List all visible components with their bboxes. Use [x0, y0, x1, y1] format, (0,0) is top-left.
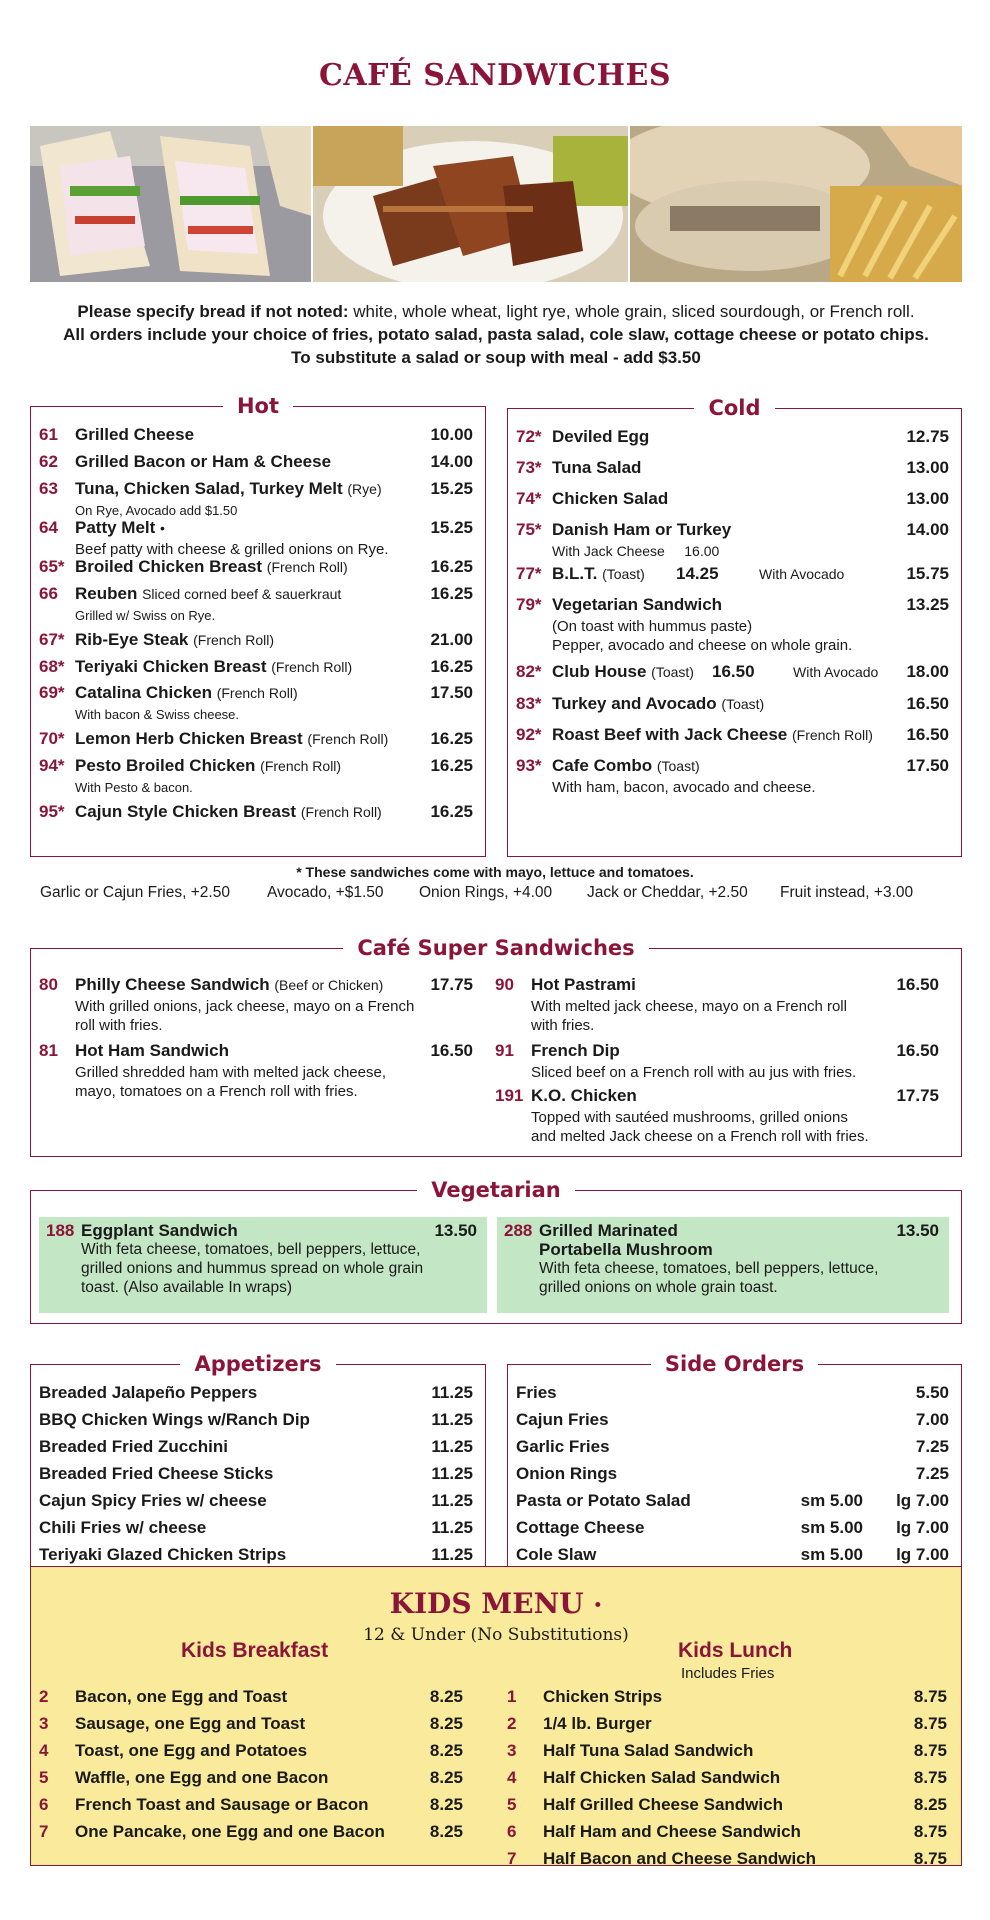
item-price: 15.25 — [430, 518, 473, 537]
item-name: French Dip — [531, 1041, 620, 1060]
item-name: Pasta or Potato Salad — [516, 1491, 691, 1510]
item-number: 1 — [507, 1687, 517, 1706]
item-description-line: grilled onions and hummus spread on whole grain — [81, 1260, 424, 1277]
mayo-note: * These sandwiches come with mayo, lettuce and tomatoes. — [296, 864, 694, 880]
item-name: Grilled Marinated — [539, 1221, 678, 1240]
item-description: With ham, bacon, avocado and cheese. — [552, 779, 816, 796]
item-price: 11.25 — [431, 1518, 473, 1537]
item-name: K.O. Chicken — [531, 1086, 637, 1105]
super-sandwiches-section — [30, 936, 962, 1157]
item-price: 12.75 — [906, 427, 949, 446]
item-number: 80 — [39, 975, 58, 994]
item-name: Grilled Bacon or Ham & Cheese — [75, 452, 332, 471]
item-price: 18.00 — [906, 662, 949, 681]
item-name: Pesto Broiled Chicken (French Roll) — [75, 756, 342, 775]
item-name: French Toast and Sausage or Bacon — [75, 1795, 369, 1814]
item-number: 68* — [39, 657, 65, 676]
item-description-2: and melted Jack cheese on a French roll with fries. — [531, 1128, 869, 1145]
side-orders-section — [507, 1352, 962, 1579]
item-number: 5 — [507, 1795, 517, 1814]
item-number: 6 — [39, 1795, 49, 1814]
item-name: Tuna, Chicken Salad, Turkey Melt (Rye) — [75, 479, 382, 498]
item-name: Grilled Cheese — [75, 425, 195, 444]
item-name: Cajun Fries — [516, 1410, 609, 1429]
item-note: (Toast) — [656, 758, 700, 774]
item-name: Rib-Eye Steak (French Roll) — [75, 630, 275, 649]
item-name: Breaded Jalapeño Peppers — [39, 1383, 258, 1402]
item-name: Cottage Cheese — [516, 1518, 645, 1537]
item-description: With Jack Cheese 16.00 — [552, 543, 720, 559]
item-number: 83* — [516, 694, 542, 713]
item-number: 7 — [507, 1849, 517, 1868]
item-price: 16.50 — [896, 1041, 939, 1060]
item-small-price: sm 5.00 — [800, 1518, 863, 1537]
item-price: 7.00 — [915, 1410, 949, 1429]
item-price: 11.25 — [431, 1383, 473, 1402]
item-price: 16.50 — [430, 1041, 473, 1060]
item-name: Teriyaki Glazed Chicken Strips — [39, 1545, 287, 1564]
item-name: Half Tuna Salad Sandwich — [543, 1741, 754, 1760]
item-description: Grilled shredded ham with melted jack cheese, — [75, 1064, 386, 1081]
item-name: Eggplant Sandwich — [81, 1221, 238, 1240]
item-name: Roast Beef with Jack Cheese (French Roll) — [552, 725, 873, 744]
item-name: B.L.T. (Toast) — [552, 564, 645, 583]
item-price: 8.25 — [429, 1714, 463, 1733]
item-price: 8.25 — [429, 1687, 463, 1706]
item-number: 92* — [516, 725, 542, 744]
avocado-label: With Avocado — [759, 566, 845, 582]
appetizers-section — [30, 1352, 486, 1579]
kids-title-mark: • — [593, 1597, 603, 1614]
item-number: 72* — [516, 427, 542, 446]
side-choice-note: All orders include your choice of fries, potato salad, pasta salad, cole slaw, cottage cheese or potato chips. — [63, 325, 929, 344]
item-small-price: sm 5.00 — [800, 1545, 863, 1564]
addon-option: Onion Rings, +4.00 — [419, 884, 553, 901]
item-note: • — [160, 520, 165, 536]
item-number: 77* — [516, 564, 542, 583]
philly-sandwich-photo — [630, 126, 962, 282]
item-price: 16.25 — [430, 756, 473, 775]
avocado-label: With Avocado — [793, 664, 879, 680]
item-name: Half Bacon and Cheese Sandwich — [543, 1849, 817, 1868]
item-price: 11.25 — [431, 1464, 473, 1483]
food-photo-strip — [30, 126, 962, 282]
item-number: 188 — [46, 1221, 75, 1240]
item-name: Chicken Salad — [552, 489, 669, 508]
item-number: 3 — [507, 1741, 517, 1760]
item-price: 10.00 — [430, 425, 473, 444]
item-description-line: grilled onions on whole grain toast. — [539, 1279, 778, 1296]
item-number: 73* — [516, 458, 542, 477]
item-description: Sliced beef on a French roll with au jus with fries. — [531, 1064, 857, 1081]
item-description-line: With feta cheese, tomatoes, bell peppers, lettuce, — [81, 1241, 421, 1258]
item-number: 5 — [39, 1768, 49, 1787]
item-base-price: 14.25 — [676, 564, 719, 583]
item-price: 15.25 — [430, 479, 473, 498]
item-name: Club House (Toast) — [552, 662, 694, 681]
item-description: Grilled w/ Swiss on Rye. — [75, 608, 216, 623]
kids-menu-title — [31, 1587, 961, 1620]
cold-section — [507, 396, 962, 857]
item-name: 1/4 lb. Burger — [543, 1714, 652, 1733]
cold-title: Cold — [694, 396, 774, 420]
item-note: (Rye) — [347, 481, 382, 497]
item-note: (Toast) — [651, 664, 694, 680]
item-note: Sliced corned beef & sauerkraut — [142, 586, 342, 602]
bread-note-label: Please specify bread if not noted: — [77, 302, 349, 321]
item-name: Chili Fries w/ cheese — [39, 1518, 207, 1537]
page-title: CAFÉ SANDWICHES — [318, 58, 672, 93]
item-price: 8.75 — [913, 1714, 947, 1733]
item-price: 21.00 — [430, 630, 473, 649]
item-number: 67* — [39, 630, 65, 649]
bread-info — [30, 300, 962, 369]
item-number: 69* — [39, 683, 65, 702]
item-description: With Pesto & bacon. — [75, 780, 193, 795]
item-small-price: sm 5.00 — [800, 1491, 863, 1510]
item-price: 5.50 — [915, 1383, 949, 1402]
item-name: Tuna Salad — [552, 458, 642, 477]
item-note: (French Roll) — [300, 804, 382, 820]
vegetarian-item — [497, 1217, 949, 1313]
item-price: 17.75 — [430, 975, 473, 994]
item-name: Vegetarian Sandwich — [552, 595, 723, 614]
item-note: (French Roll) — [307, 731, 389, 747]
item-number: 82* — [516, 662, 542, 681]
item-name: Hot Ham Sandwich — [75, 1041, 229, 1060]
substitute-note: To substitute a salad or soup with meal - add $3.50 — [291, 348, 701, 367]
item-price: lg 7.00 — [896, 1518, 949, 1537]
item-name: BBQ Chicken Wings w/Ranch Dip — [39, 1410, 310, 1429]
item-name: Waffle, one Egg and one Bacon — [75, 1768, 329, 1787]
item-number: 191 — [495, 1086, 524, 1105]
item-note: (Toast) — [721, 696, 765, 712]
item-description-2: roll with fries. — [75, 1017, 163, 1034]
item-name: Toast, one Egg and Potatoes — [75, 1741, 308, 1760]
item-number: 74* — [516, 489, 542, 508]
item-number: 90 — [495, 975, 514, 994]
item-description-2: Pepper, avocado and cheese on whole grain. — [552, 637, 853, 654]
item-name: Garlic Fries — [516, 1437, 610, 1456]
addon-option: Garlic or Cajun Fries, +2.50 — [40, 884, 230, 901]
item-description: With melted jack cheese, mayo on a French roll — [531, 998, 847, 1015]
item-price: 11.25 — [431, 1545, 473, 1564]
item-price: 8.75 — [913, 1849, 947, 1868]
item-note: (French Roll) — [193, 632, 275, 648]
hot-title: Hot — [223, 394, 293, 418]
item-price: 17.50 — [430, 683, 473, 702]
item-name: Patty Melt • — [75, 518, 165, 537]
item-number: 93* — [516, 756, 542, 775]
item-number: 79* — [516, 595, 542, 614]
item-number: 63 — [39, 479, 58, 498]
item-name: Reuben Sliced corned beef & sauerkraut — [75, 584, 342, 603]
item-price: 11.25 — [431, 1491, 473, 1510]
sides-title: Side Orders — [651, 1352, 818, 1376]
item-name: One Pancake, one Egg and one Bacon — [75, 1822, 385, 1841]
kids-title-text: KIDS MENU — [389, 1587, 584, 1620]
item-name: Broiled Chicken Breast (French Roll) — [75, 557, 348, 576]
item-price: 17.75 — [896, 1086, 939, 1105]
item-note: (Beef or Chicken) — [274, 977, 384, 993]
item-description-line: With feta cheese, tomatoes, bell peppers, lettuce, — [539, 1260, 879, 1277]
item-name: Half Grilled Cheese Sandwich — [543, 1795, 783, 1814]
vegetarian-item — [39, 1217, 487, 1313]
item-name: Half Chicken Salad Sandwich — [543, 1768, 781, 1787]
item-description-2: with fries. — [531, 1017, 595, 1034]
item-name: Breaded Fried Cheese Sticks — [39, 1464, 274, 1483]
addon-option: Jack or Cheddar, +2.50 — [587, 884, 748, 901]
item-number: 4 — [507, 1768, 517, 1787]
item-name: Onion Rings — [516, 1464, 618, 1483]
item-note: (French Roll) — [260, 758, 342, 774]
item-price: 8.25 — [429, 1768, 463, 1787]
kids-lunch-title: Kids Lunch — [678, 1639, 793, 1662]
vegetarian-title: Vegetarian — [417, 1178, 575, 1202]
item-number: 75* — [516, 520, 542, 539]
item-price: 13.00 — [906, 489, 949, 508]
item-price: lg 7.00 — [896, 1545, 949, 1564]
item-name: Catalina Chicken (French Roll) — [75, 683, 298, 702]
item-price: 14.00 — [430, 452, 473, 471]
item-number: 65* — [39, 557, 65, 576]
kids-menu-section — [30, 1566, 962, 1866]
appetizers-title: Appetizers — [180, 1352, 335, 1376]
item-price: 13.50 — [896, 1221, 939, 1240]
item-name: Breaded Fried Zucchini — [39, 1437, 228, 1456]
item-number: 7 — [39, 1822, 49, 1841]
item-price: 15.75 — [906, 564, 949, 583]
item-note: (French Roll) — [791, 727, 873, 743]
item-number: 6 — [507, 1822, 517, 1841]
item-name: Philly Cheese Sandwich (Beef or Chicken) — [75, 975, 384, 994]
item-price: 13.50 — [434, 1221, 477, 1240]
item-description: On Rye, Avocado add $1.50 — [75, 503, 238, 518]
item-name-2: Portabella Mushroom — [539, 1240, 713, 1259]
item-price: 13.25 — [906, 595, 949, 614]
item-number: 2 — [39, 1687, 49, 1706]
item-description-2: mayo, tomatoes on a French roll with fries. — [75, 1083, 358, 1100]
item-price: lg 7.00 — [896, 1491, 949, 1510]
item-price: 8.75 — [913, 1822, 947, 1841]
item-name: Danish Ham or Turkey — [552, 520, 732, 539]
item-note: (French Roll) — [216, 685, 298, 701]
item-price: 16.50 — [896, 975, 939, 994]
item-price: 8.75 — [913, 1741, 947, 1760]
item-number: 4 — [39, 1741, 49, 1760]
item-name: Cajun Spicy Fries w/ cheese — [39, 1491, 267, 1510]
item-price: 8.25 — [429, 1822, 463, 1841]
item-price: 8.75 — [913, 1768, 947, 1787]
item-number: 94* — [39, 756, 65, 775]
kids-subtitle: 12 & Under (No Substitutions) — [363, 1625, 629, 1645]
item-name: Cafe Combo (Toast) — [552, 756, 700, 775]
item-base-price: 16.50 — [712, 662, 755, 681]
item-number: 2 — [507, 1714, 517, 1733]
item-price: 11.25 — [431, 1437, 473, 1456]
item-price: 16.50 — [906, 725, 949, 744]
addon-option: Avocado, +$1.50 — [267, 884, 384, 901]
addons-row — [40, 884, 952, 906]
item-number: 66 — [39, 584, 58, 603]
item-note: (French Roll) — [266, 559, 348, 575]
bacon-plate-photo — [313, 126, 627, 282]
kids-lunch-subtitle: Includes Fries — [681, 1665, 775, 1682]
item-name: Lemon Herb Chicken Breast (French Roll) — [75, 729, 389, 748]
hot-section — [30, 394, 486, 857]
item-name: Turkey and Avocado (Toast) — [552, 694, 765, 713]
item-price: 11.25 — [431, 1410, 473, 1429]
item-price: 16.25 — [430, 802, 473, 821]
item-price: 16.25 — [430, 584, 473, 603]
club-sandwich-photo — [30, 126, 311, 282]
item-name: Hot Pastrami — [531, 975, 636, 994]
item-price: 8.25 — [429, 1795, 463, 1814]
item-name: Cole Slaw — [516, 1545, 597, 1564]
item-price: 16.50 — [906, 694, 949, 713]
item-price: 8.25 — [913, 1795, 947, 1814]
item-price: 16.25 — [430, 557, 473, 576]
item-price: 7.25 — [915, 1437, 949, 1456]
item-price: 13.00 — [906, 458, 949, 477]
item-price: 16.25 — [430, 657, 473, 676]
item-number: 70* — [39, 729, 65, 748]
item-number: 81 — [39, 1041, 58, 1060]
item-name: Cajun Style Chicken Breast (French Roll) — [75, 802, 382, 821]
item-number: 91 — [495, 1041, 514, 1060]
item-number: 95* — [39, 802, 65, 821]
kids-breakfast-title: Kids Breakfast — [181, 1639, 329, 1662]
item-price: 8.25 — [429, 1741, 463, 1760]
item-description: With bacon & Swiss cheese. — [75, 707, 240, 722]
item-note: (Toast) — [602, 566, 645, 582]
item-description: With grilled onions, jack cheese, mayo on a French — [75, 998, 415, 1015]
item-name: Fries — [516, 1383, 557, 1402]
item-number: 3 — [39, 1714, 49, 1733]
super-title: Café Super Sandwiches — [343, 936, 648, 960]
item-name: Deviled Egg — [552, 427, 650, 446]
item-number: 61 — [39, 425, 58, 444]
item-price: 16.25 — [430, 729, 473, 748]
item-name: Sausage, one Egg and Toast — [75, 1714, 306, 1733]
item-name: Chicken Strips — [543, 1687, 663, 1706]
item-description: (On toast with hummus paste) — [552, 618, 753, 635]
addon-option: Fruit instead, +3.00 — [780, 884, 914, 901]
item-description: Beef patty with cheese & grilled onions on Rye. — [75, 541, 389, 558]
item-number: 288 — [504, 1221, 533, 1240]
item-description: Topped with sautéed mushrooms, grilled onions — [531, 1109, 848, 1126]
item-price: 17.50 — [906, 756, 949, 775]
item-name: Bacon, one Egg and Toast — [75, 1687, 288, 1706]
item-name: Half Ham and Cheese Sandwich — [543, 1822, 801, 1841]
vegetarian-section — [30, 1178, 962, 1324]
item-price: 8.75 — [913, 1687, 947, 1706]
item-description-line: toast. (Also available In wraps) — [81, 1279, 293, 1296]
bread-options: white, whole wheat, light rye, whole grain, sliced sourdough, or French roll. — [348, 302, 915, 321]
item-price: 14.00 — [906, 520, 949, 539]
item-name: Teriyaki Chicken Breast (French Roll) — [75, 657, 353, 676]
item-number: 64 — [39, 518, 58, 537]
item-price: 7.25 — [915, 1464, 949, 1483]
item-note: (French Roll) — [271, 659, 353, 675]
item-number: 62 — [39, 452, 58, 471]
